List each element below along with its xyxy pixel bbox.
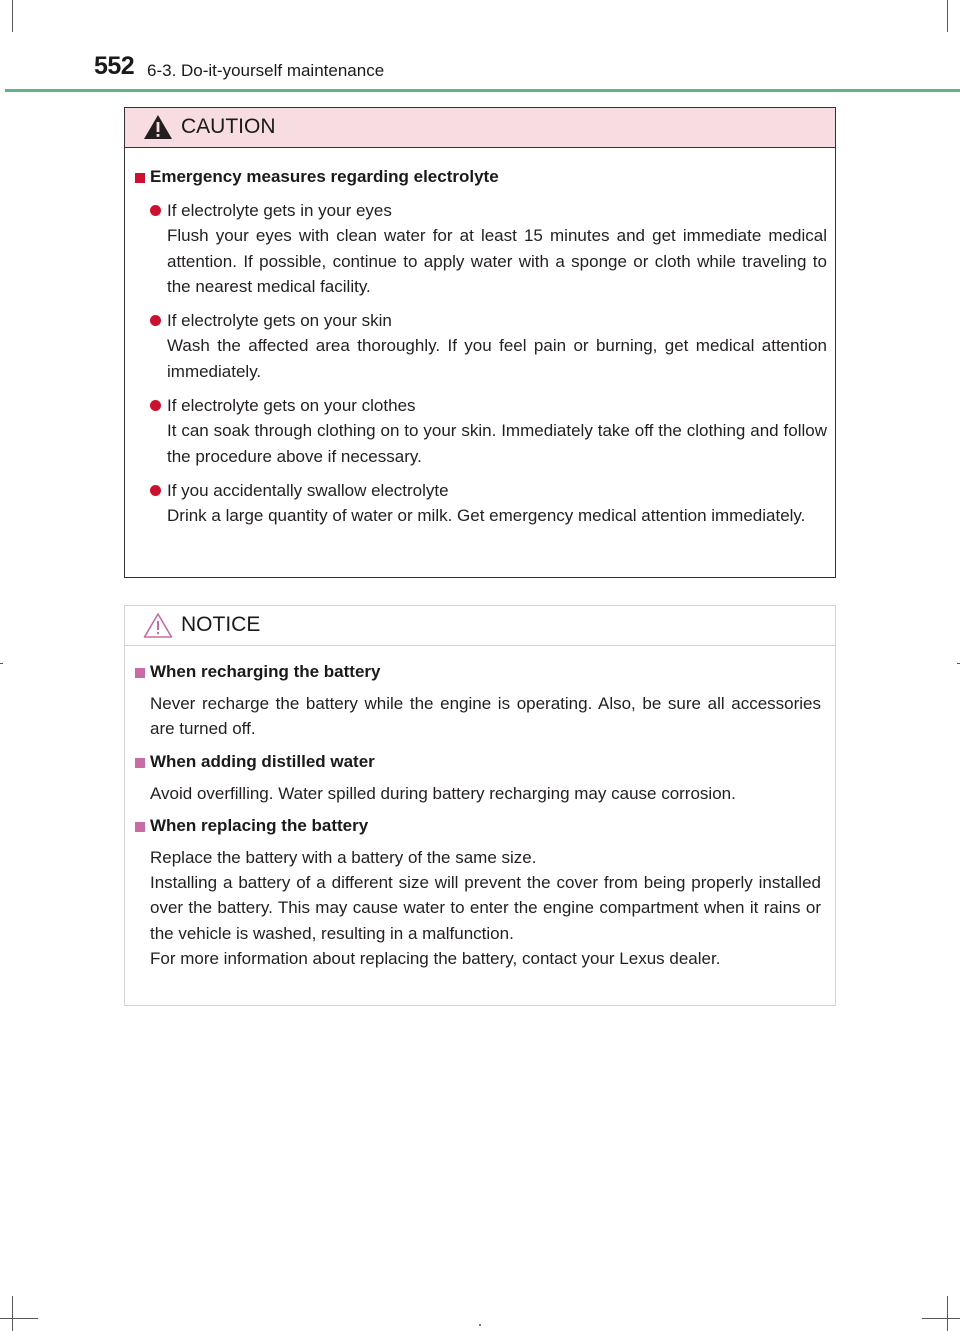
caution-label: CAUTION bbox=[181, 115, 276, 138]
caution-item-title: If electrolyte gets on your skin bbox=[167, 311, 392, 331]
warning-triangle-icon bbox=[143, 114, 173, 140]
notice-topic-text: When recharging the battery bbox=[150, 662, 381, 681]
notice-paragraph bbox=[125, 845, 827, 971]
caution-item-text: Wash the affected area thoroughly. If you feel pain or burning, get medical attention immediately. bbox=[167, 336, 827, 381]
crop-mark bbox=[922, 1318, 960, 1319]
square-bullet-icon bbox=[135, 668, 145, 678]
notice-label: NOTICE bbox=[181, 613, 261, 636]
caution-item-title: If electrolyte gets in your eyes bbox=[167, 201, 392, 220]
caution-topic-text: Emergency measures regarding electrolyte bbox=[150, 167, 499, 186]
notice-line: Installing a battery of a different size will prevent the cover from being properly installed over the battery. This may cause water to enter the engine compartment when it rains or the vehicle is washed, resulting in a malfunction. bbox=[150, 873, 821, 943]
square-bullet-icon bbox=[135, 822, 145, 832]
page-header bbox=[0, 0, 960, 96]
notice-topic bbox=[125, 660, 827, 684]
page-number: 552 bbox=[94, 52, 135, 80]
notice-line: Avoid overfilling. Water spilled during battery recharging may cause corrosion. bbox=[150, 783, 736, 803]
caution-topic bbox=[125, 165, 827, 189]
notice-box bbox=[124, 605, 836, 1006]
square-bullet-icon bbox=[135, 758, 145, 768]
crop-mark bbox=[947, 1296, 948, 1331]
notice-header bbox=[125, 606, 835, 646]
header-rule bbox=[5, 89, 960, 92]
footer-mark bbox=[479, 1324, 481, 1326]
warning-triangle-outline-icon bbox=[143, 612, 173, 638]
notice-paragraph bbox=[125, 781, 827, 806]
caution-item bbox=[125, 198, 827, 299]
round-bullet-icon bbox=[150, 400, 161, 411]
caution-item bbox=[125, 478, 827, 529]
round-bullet-icon bbox=[150, 315, 161, 326]
caution-item-title: If electrolyte gets on your clothes bbox=[167, 396, 416, 416]
caution-item-text: Drink a large quantity of water or milk. Get emergency medical attention immediately. bbox=[167, 506, 806, 526]
round-bullet-icon bbox=[150, 485, 161, 496]
notice-topic bbox=[125, 814, 827, 838]
crop-mark bbox=[0, 663, 3, 664]
crop-mark bbox=[0, 1318, 38, 1319]
caution-body bbox=[125, 148, 835, 529]
caution-item bbox=[125, 308, 827, 384]
notice-line: For more information about replacing the battery, contact your Lexus dealer. bbox=[150, 949, 721, 969]
square-bullet-icon bbox=[135, 173, 145, 183]
caution-item-title: If you accidentally swallow electrolyte bbox=[167, 480, 449, 500]
caution-item-text: Flush your eyes with clean water for at least 15 minutes and get immediate medical attention. If possible, continue to apply water with a sponge or cloth while traveling to the nearest medical facility. bbox=[167, 226, 827, 296]
notice-paragraph bbox=[125, 691, 827, 742]
notice-body bbox=[125, 646, 835, 971]
notice-line: Replace the battery with a battery of the same size. bbox=[150, 847, 537, 867]
caution-item bbox=[125, 393, 827, 469]
notice-topic-text: When replacing the battery bbox=[150, 815, 369, 835]
section-title: 6-3. Do-it-yourself maintenance bbox=[147, 61, 385, 80]
caution-box bbox=[124, 107, 836, 578]
caution-item-text: It can soak through clothing on to your skin. Immediately take off the clothing and follow the procedure above if necessary. bbox=[167, 421, 827, 466]
caution-header bbox=[125, 108, 835, 148]
notice-line: Never recharge the battery while the engine is operating. Also, be sure all accessories are turned off. bbox=[150, 694, 821, 739]
round-bullet-icon bbox=[150, 205, 161, 216]
crop-mark bbox=[12, 1296, 13, 1331]
notice-topic-text: When adding distilled water bbox=[150, 751, 375, 771]
notice-topic bbox=[125, 750, 827, 774]
